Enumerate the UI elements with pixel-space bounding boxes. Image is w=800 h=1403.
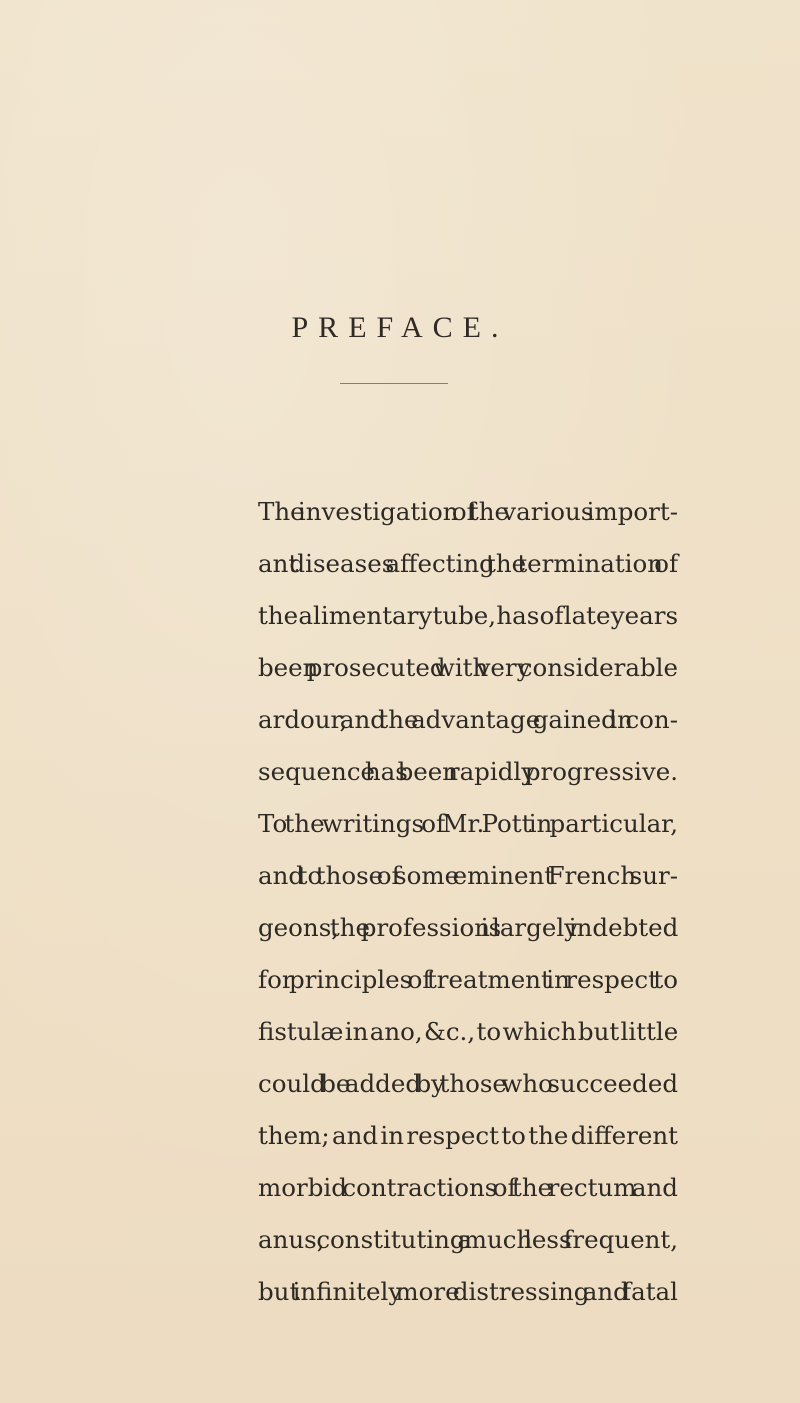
text-line: been prosecuted with very considerable <box>258 653 678 682</box>
text-line: anus, constituting a much less frequent, <box>258 1225 678 1254</box>
text-line: morbid contractions of the rectum and <box>258 1173 678 1202</box>
text-line: them; and in respect to the different <box>258 1121 678 1150</box>
text-line: The investigation of the various import- <box>258 497 678 526</box>
text-line: To the writings of Mr. Pott in particular, <box>258 809 678 838</box>
text-line: the alimentary tube, has of late years <box>258 601 679 630</box>
title-rule-divider <box>340 383 448 384</box>
text-line: fistulæ in ano, &c., to which but little <box>258 1017 679 1046</box>
text-line: ant diseases affecting the termination of <box>258 549 679 578</box>
text-line: but infinitely more distressing and fatal <box>258 1277 678 1306</box>
page-title: PREFACE. <box>291 311 509 344</box>
text-line: for principles of treatment in respect to <box>258 965 678 994</box>
text-line: ardour, and the advantage gained in con- <box>258 705 678 734</box>
text-line: geons, the profession is largely indebted <box>258 913 679 942</box>
text-line: sequence has been rapidly progressive. <box>258 757 678 786</box>
text-line: and to those of some eminent French sur- <box>258 861 678 890</box>
text-line: could be added by those who succeeded <box>258 1069 678 1098</box>
